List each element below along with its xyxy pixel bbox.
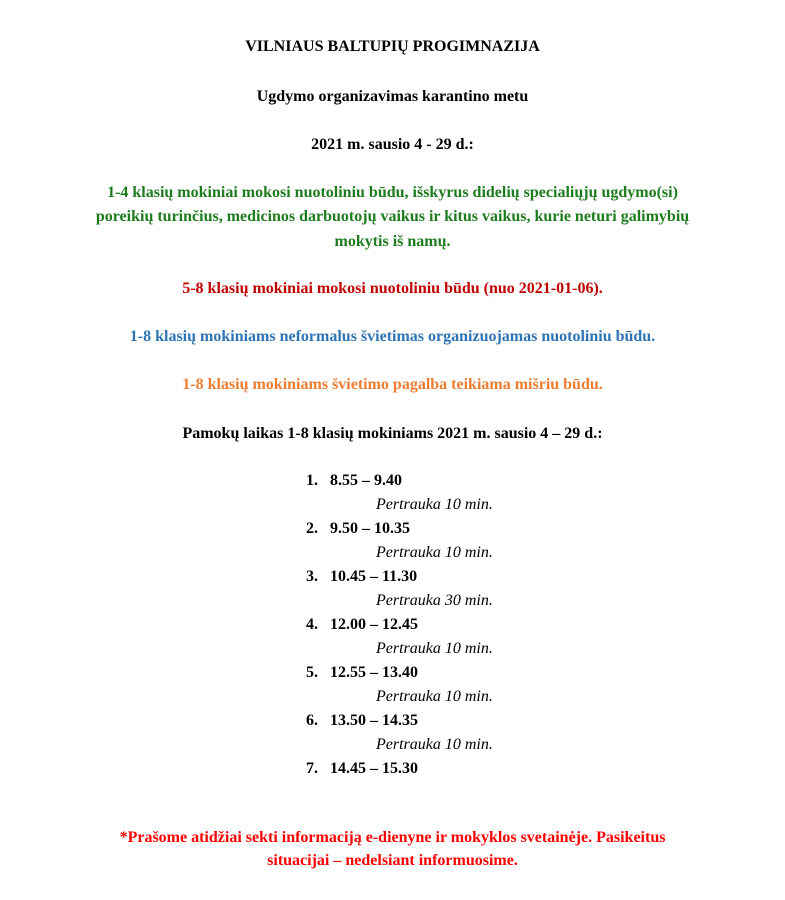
lesson-break: Pertrauka 10 min. [376, 688, 493, 705]
red-paragraph: 5-8 klasių mokiniai mokosi nuotoliniu būdu (nuo 2021-01-06). [182, 280, 603, 297]
footer-note-line-1: *Prašome atidžiai sekti informaciją e-dienyne ir mokyklos svetainėje. Pasikeitus [119, 829, 666, 846]
lesson-number: 3. [306, 568, 318, 585]
blue-paragraph: 1-8 klasių mokiniams neformalus švietimas organizuojamas nuotoliniu būdu. [129, 328, 656, 345]
lesson-item [306, 712, 418, 730]
lesson-break: Pertrauka 10 min. [376, 736, 493, 753]
lesson-item [306, 568, 417, 586]
page-title: VILNIAUS BALTUPIŲ PROGIMNAZIJA [245, 38, 540, 55]
lesson-item [306, 520, 410, 538]
lesson-break: Pertrauka 10 min. [376, 544, 493, 561]
lesson-time: 9.50 – 10.35 [330, 520, 410, 537]
lesson-number: 5. [306, 664, 318, 681]
green-paragraph-line-3: mokytis iš namų. [334, 233, 451, 250]
lesson-break: Pertrauka 10 min. [376, 496, 493, 513]
lesson-time: 14.45 – 15.30 [330, 760, 418, 777]
lesson-break: Pertrauka 10 min. [376, 640, 493, 657]
lesson-item [306, 760, 418, 778]
lesson-item [306, 616, 418, 634]
lesson-number: 2. [306, 520, 318, 537]
lesson-number: 4. [306, 616, 318, 633]
lesson-item [306, 472, 402, 490]
green-paragraph-line-1: 1-4 klasių mokiniai mokosi nuotoliniu būdu, išskyrus didelių specialiųjų ugdymo(si) [107, 184, 678, 201]
date-range: 2021 m. sausio 4 - 29 d.: [311, 136, 474, 153]
lesson-time: 8.55 – 9.40 [330, 472, 402, 489]
footer-note-line-2: situacijai – nedelsiant informuosime. [267, 852, 518, 869]
lesson-time: 10.45 – 11.30 [330, 568, 418, 585]
lesson-time: 12.00 – 12.45 [330, 616, 418, 633]
lesson-number: 6. [306, 712, 318, 729]
lesson-time: 13.50 – 14.35 [330, 712, 418, 729]
lesson-break: Pertrauka 30 min. [376, 592, 493, 609]
lesson-number: 7. [306, 760, 318, 777]
green-paragraph-line-2: poreikių turinčius, medicinos darbuotojų vaikus ir kitus vaikus, kurie neturi galimybių [95, 208, 690, 225]
schedule-heading: Pamokų laikas 1-8 klasių mokiniams 2021 m. sausio 4 – 29 d.: [182, 425, 603, 442]
lesson-number: 1. [306, 472, 318, 489]
lesson-item [306, 664, 418, 682]
page-subtitle: Ugdymo organizavimas karantino metu [256, 88, 529, 105]
orange-paragraph: 1-8 klasių mokiniams švietimo pagalba teikiama mišriu būdu. [182, 376, 603, 393]
lesson-time: 12.55 – 13.40 [330, 664, 418, 681]
